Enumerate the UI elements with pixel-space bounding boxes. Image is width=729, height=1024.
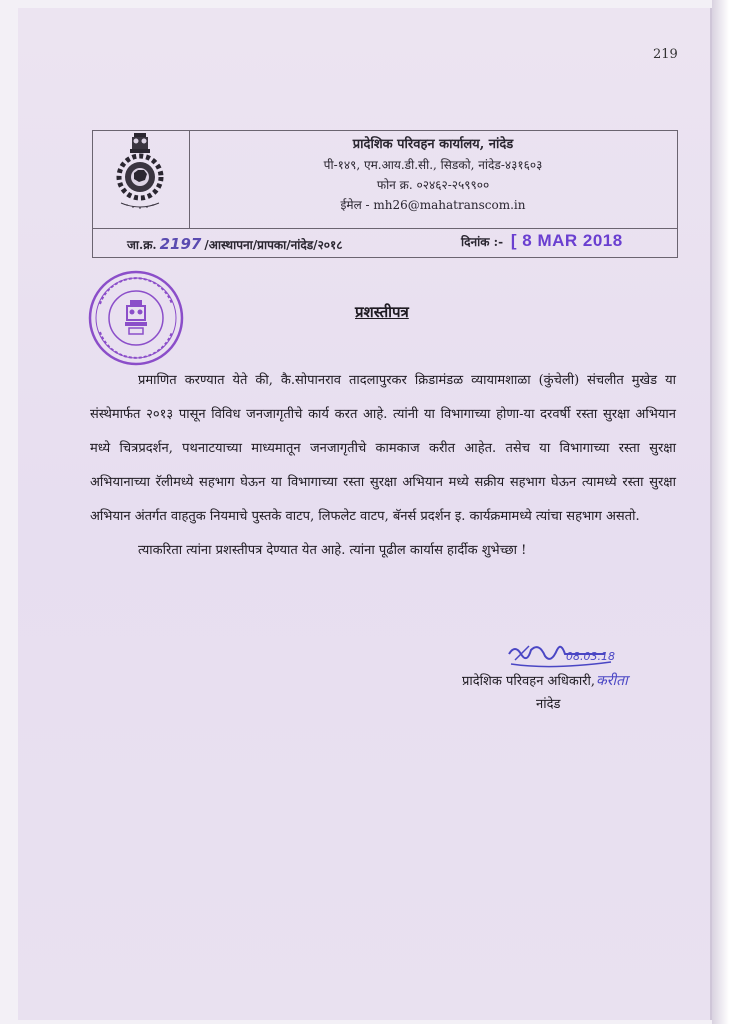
signature-date: 08.03.18 [566, 650, 615, 663]
certificate-title: प्रशस्तीपत्र [355, 303, 409, 321]
office-phone: फोन क्र. ०२४६२-२५९९०० [376, 178, 490, 192]
letterhead-text [189, 135, 677, 215]
office-name: प्रादेशिक परिवहन कार्यालय, नांदेड [352, 137, 514, 152]
reference-row [93, 229, 677, 256]
body-paragraph-1: प्रमाणित करण्यात येते की, कै.सोपानराव तादलापुरकर क्रिडामंडळ व्यायामशाळा (कुंचेली) संचलीत मुखेड या संस्थेमार्फत २०१३ पासून विविध जनजागृतीचे कार्य करत आहे. त्यांनी या विभागाच्या होणा-या दरवर्षी रस्ता सुरक्षा अभियान मध्ये चित्रप्रदर्शन, पथनाटयाच्या माध्यमातून जनजागृतीचे कामकाज करीत आहेत. तसेच या विभागाच्या रस्ता सुरक्षा अभियानाच्या रॅलीमध्ये सहभाग घेऊन या विभागाच्या रस्ता सुरक्षा अभियान मध्ये सक्रीय सहभाग घेऊन त्यामध्ये रस्ता सुरक्षा अभियान अंतर्गत वाहतुक नियमाचे पुस्तके वाटप, लिफलेट वाटप, बॅनर्स प्रदर्शन इ. कार्यक्रमामध्ये त्यांचा सहभाग असतो. [90, 373, 676, 524]
signatory-title: प्रादेशिक परिवहन अधिकारी, [462, 674, 595, 689]
date-stamp-value: 8 MAR 2018 [522, 231, 623, 250]
reference-number [127, 235, 343, 253]
letterhead-logo-cell [93, 131, 190, 228]
reference-suffix: /आस्थापना/प्रापका/नांदेड/२०१८ [204, 238, 343, 252]
signatory-city: नांदेड [536, 697, 561, 712]
reference-handwritten-number: 2197 [159, 235, 202, 253]
office-email: ईमेल - mh26@mahatranscom.in [340, 198, 526, 212]
emblem-icon [105, 131, 175, 213]
reference-date [461, 231, 623, 251]
page-number: 219 [653, 47, 678, 62]
date-stamp: [ 8 MAR 2018 [510, 231, 623, 250]
office-address: पी-१४९, एम.आय.डी.सी., सिडको, नांदेड-४३१६०३ [323, 158, 543, 172]
signatory-karita: करीता [596, 673, 628, 689]
scanner-edge [712, 0, 729, 1024]
reference-prefix: जा.क्र. [127, 238, 157, 252]
letterhead [92, 130, 678, 258]
body-paragraph-2: त्याकरिता त्यांना प्रशस्तीपत्र देण्यात येत आहे. त्यांना पूढील कार्यास हार्दीक शुभेच्छा ! [138, 543, 527, 558]
date-label: दिनांक :- [461, 235, 504, 249]
signatory-designation [462, 668, 628, 695]
office-seal-icon [86, 270, 186, 370]
certificate-body [90, 364, 676, 568]
